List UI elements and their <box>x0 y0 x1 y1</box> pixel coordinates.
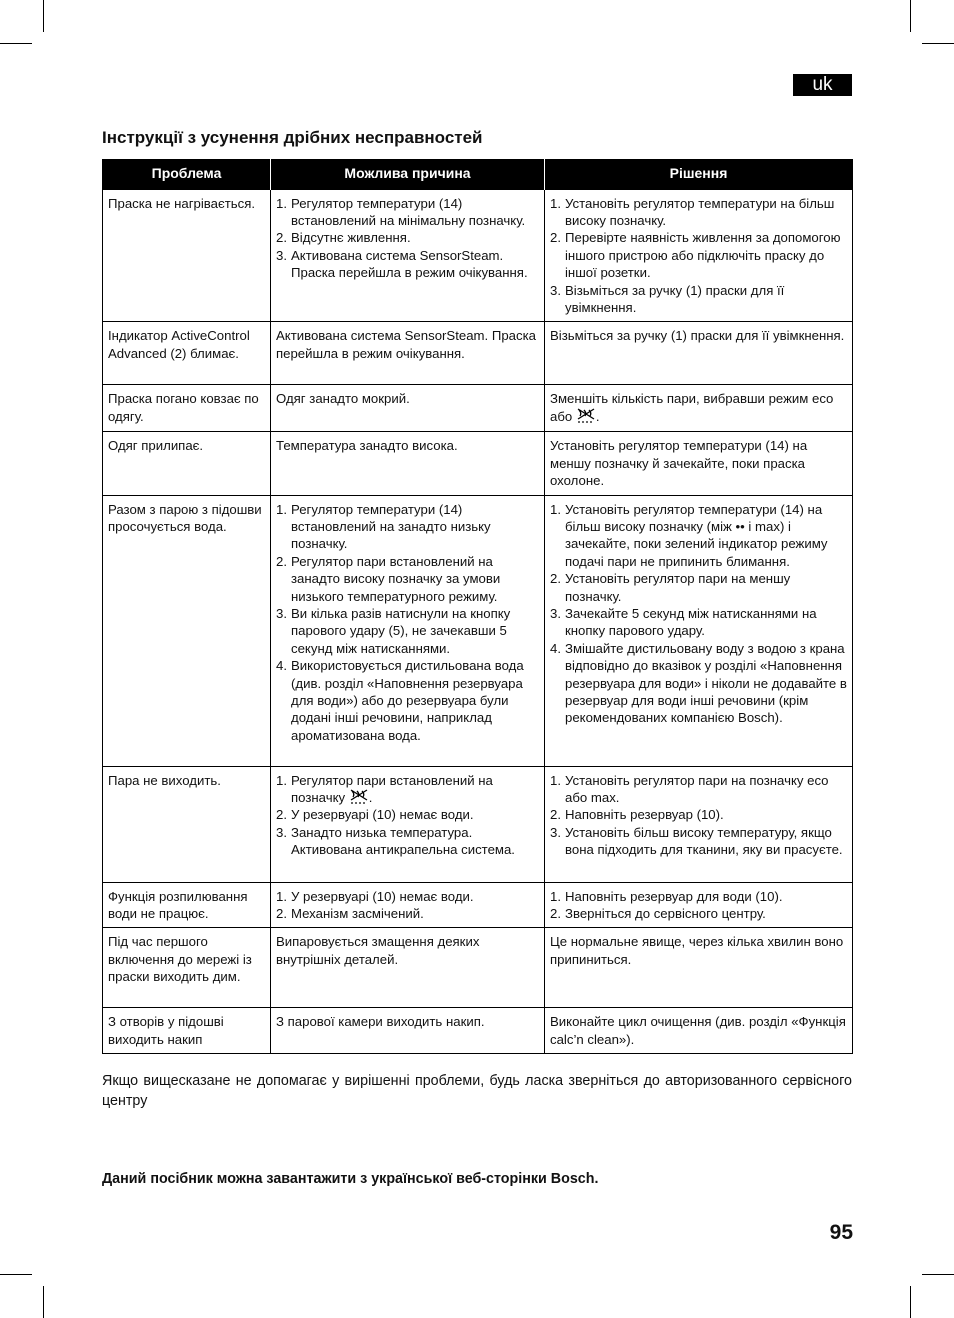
table-row <box>103 189 853 322</box>
crop-mark <box>910 0 911 32</box>
list-item: 2. Відсутнє живлення. <box>276 230 411 246</box>
list-item: 4. Використовується дистильована вода (див. розділ «Наповнення резервуара для води») або до резервуара були додані інші речовини, наприклад ароматизована вода. <box>276 658 524 743</box>
list-item: 1. Установіть регулятор температури (14) на більш високу позначку (між •• і max) і зачекайте, поки зелений індикатор режиму подачі пари не припинить блимання. <box>550 501 828 569</box>
table-row <box>103 432 853 495</box>
solution-cell: Установіть регулятор температури (14) на меншу позначку й зачекайте, поки праска охолоне. <box>545 432 853 495</box>
problem-cell: Під час першого включення до мережі із праски виходить дим. <box>103 928 271 1008</box>
list-item: 1. Наповніть резервуар для води (10). <box>550 888 783 904</box>
problem-cell: Праска погано ковзає по одягу. <box>103 385 271 432</box>
list-item: 2. Механізм засмічений. <box>276 905 424 921</box>
solution-cell <box>545 766 853 882</box>
crop-mark <box>43 0 44 32</box>
cause-cell: Випаровується змащення деяких внутрішніх деталей. <box>271 928 545 1008</box>
list-item: 1. Установіть регулятор пари на позначку eco або max. <box>550 772 829 805</box>
solution-cell: Візьміться за ручку (1) праски для її увімкнення. <box>545 322 853 385</box>
solution-cell <box>545 882 853 928</box>
crop-mark <box>43 1286 44 1318</box>
table-row <box>103 322 853 385</box>
problem-cell: Одяг прилипає. <box>103 432 271 495</box>
crop-mark <box>910 1286 911 1318</box>
crop-mark <box>0 43 32 44</box>
list-item: 3. Установіть більш високу температуру, якщо вона підходить для тканини, яку ви прасуєте. <box>550 824 843 858</box>
cause-cell <box>271 495 545 766</box>
problem-cell: Індикатор ActiveControl Advanced (2) блимає. <box>103 322 271 385</box>
crop-mark <box>922 43 954 44</box>
service-note: Якщо вищесказане не допомагає у вирішенні проблеми, будь ласка зверніться до авторизованного сервісного центру <box>102 1073 852 1109</box>
list-item: 3. Візьміться за ручку (1) праски для її увімкнення. <box>550 282 785 315</box>
list-item: 2. У резервуарі (10) немає води. <box>276 807 474 823</box>
solution-cell: Виконайте цикл очищення (див. розділ «Функція calc’n clean»). <box>545 1008 853 1054</box>
cause-cell: Активована система SensorSteam. Праска перейшла в режим очікування. <box>271 322 545 385</box>
problem-cell: З отворів у підошві виходить накип <box>103 1008 271 1054</box>
no-steam-icon <box>350 789 368 805</box>
list-item: 2. Перевірте наявність живлення за допомогою іншого пристрою або підключіть праску до іншої розетки. <box>550 230 841 281</box>
table-row <box>103 766 853 882</box>
solution-cell <box>545 495 853 766</box>
cause-cell: З парової камери виходить накип. <box>271 1008 545 1054</box>
no-steam-icon <box>577 408 595 424</box>
table-row <box>103 1008 853 1054</box>
list-item: 1. У резервуарі (10) немає води. <box>276 888 474 904</box>
cause-cell <box>271 882 545 928</box>
list-item: 1. Установіть регулятор температури на більш високу позначку. <box>550 195 835 228</box>
list-item: 3. Активована система SensorSteam. Праска перейшла в режим очікування. <box>276 247 528 281</box>
list-item: 1. Регулятор температури (14) встановлений на мінімальну позначку. <box>276 195 526 228</box>
solution-cell <box>545 189 853 322</box>
problem-cell: Функція розпилювання води не працює. <box>103 882 271 928</box>
header-solution: Рішення <box>545 159 853 189</box>
table-row <box>103 495 853 766</box>
crop-mark <box>922 1274 954 1275</box>
list-item: 2. Зверніться до сервісного центру. <box>550 905 766 921</box>
page-number: 95 <box>829 1221 853 1244</box>
cause-cell <box>271 189 545 322</box>
solution-cell: Це нормальне явище, через кілька хвилин воно припиниться. <box>545 928 853 1008</box>
language-badge: uk <box>793 74 852 96</box>
table-row <box>103 928 853 1008</box>
solution-cell: Зменшіть кількість пари, вибравши режим eco або . <box>545 385 853 432</box>
list-item: 2. Регулятор пари встановлений на занадто високу позначку за умови низького температурного режиму. <box>276 553 501 604</box>
crop-mark <box>0 1274 32 1275</box>
list-item: 1. Регулятор пари встановлений на позначку . <box>276 772 493 805</box>
list-item: 3. Ви кілька разів натиснули на кнопку парового удару (5), не зачекавши 5 секунд між натисканнями. <box>276 606 511 656</box>
cause-cell: Одяг занадто мокрий. <box>271 385 545 432</box>
page-title: Інструкції з усунення дрібних несправностей <box>102 128 483 147</box>
table-row <box>103 882 853 928</box>
troubleshooting-table <box>102 159 853 1054</box>
problem-cell: Разом з парою з підошви просочується вода. <box>103 495 271 766</box>
list-item: 2. Установіть регулятор пари на меншу позначку. <box>550 571 791 604</box>
list-item: 2. Наповніть резервуар (10). <box>550 807 724 823</box>
list-item: 1. Регулятор температури (14) встановлений на занадто низьку позначку. <box>276 501 491 552</box>
list-item: 3. Зачекайте 5 секунд між натисканнями на кнопку парового удару. <box>550 606 817 639</box>
table-header-row <box>103 159 853 189</box>
cause-cell <box>271 766 545 882</box>
problem-cell: Праска не нагрівається. <box>103 189 271 322</box>
list-item: 4. Змішайте дистильовану воду з водою з крана відповідно до вказівок у розділі «Наповнення резервуара для води» і ніколи не додавайте в резервуар для води інші речовини (крім рекомендованих компанією Bosch). <box>550 640 847 726</box>
list-item: 3. Занадто низька температура. Активована антикрапельна система. <box>276 824 515 858</box>
cause-cell: Температура занадто висока. <box>271 432 545 495</box>
table-row <box>103 385 853 432</box>
header-cause: Можлива причина <box>271 159 545 189</box>
header-problem: Проблема <box>103 159 271 189</box>
problem-cell: Пара не виходить. <box>103 766 271 882</box>
download-note: Даний посібник можна завантажити з української веб-сторінки Bosch. <box>102 1171 599 1187</box>
